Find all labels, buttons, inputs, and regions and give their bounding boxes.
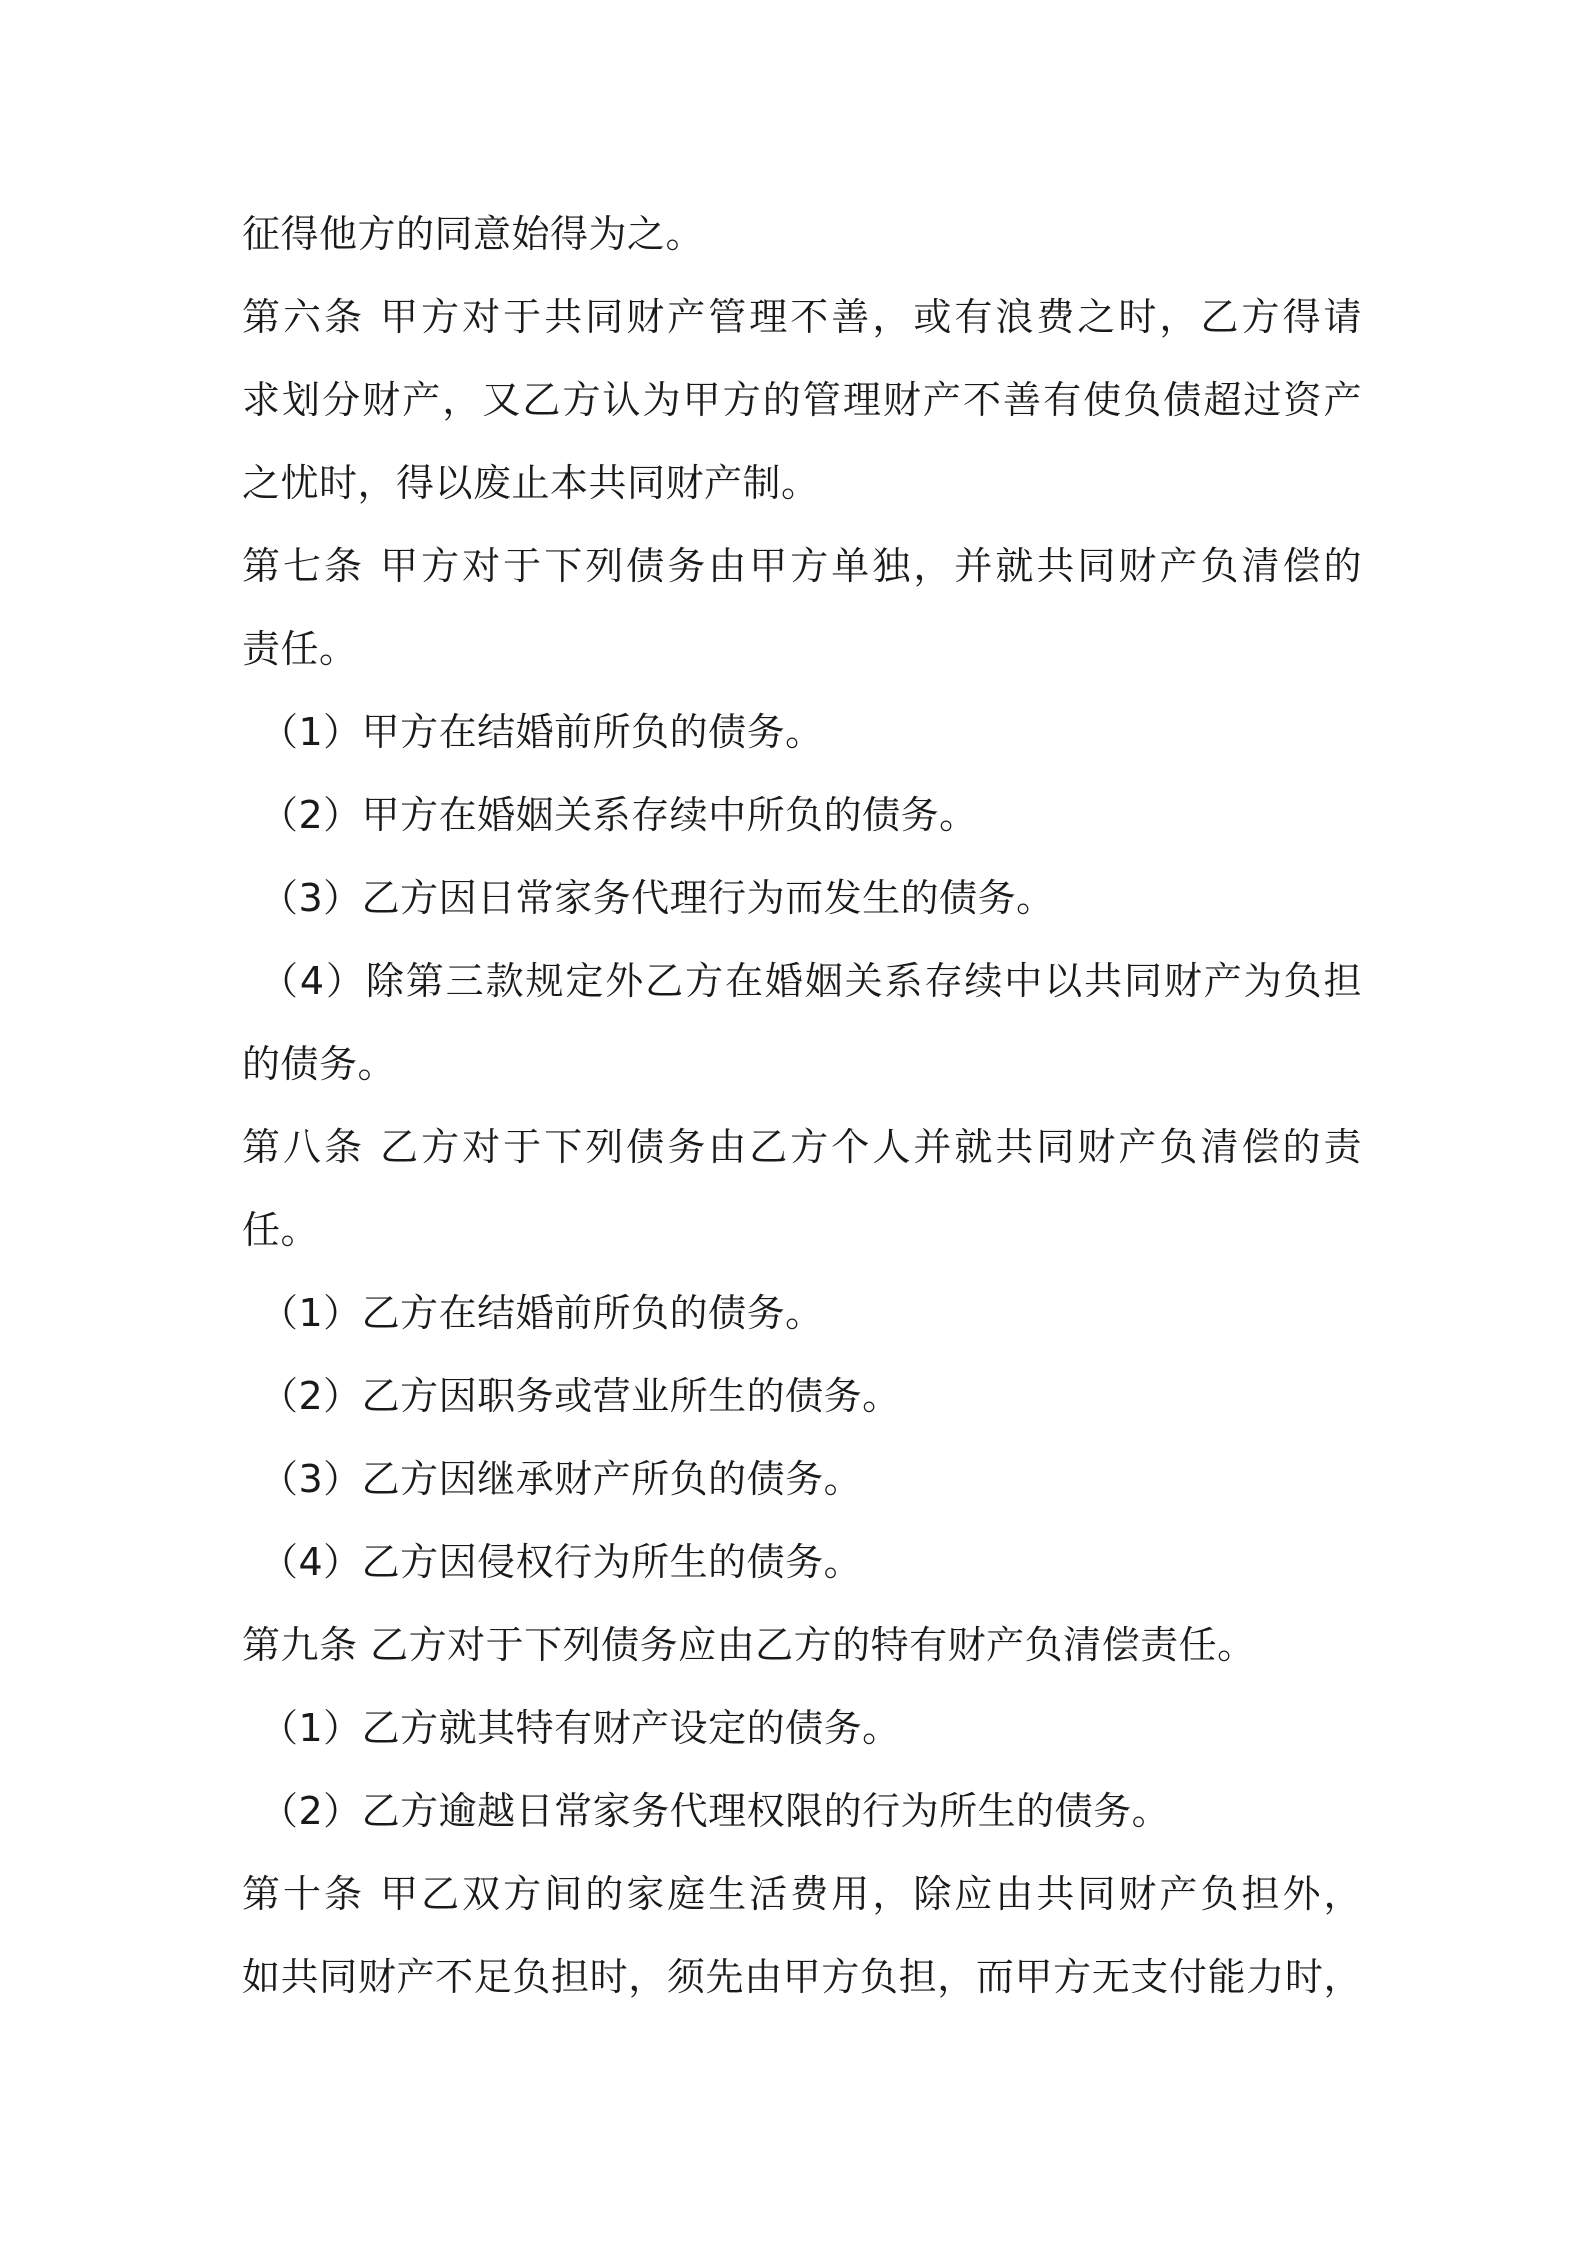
text-line: 求划分财产，又乙方认为甲方的管理财产不善有使负债超过资产	[242, 378, 1362, 422]
list-item: （2）乙方逾越日常家务代理权限的行为所生的债务。	[260, 1789, 1171, 1833]
document-body	[242, 193, 1362, 2019]
text-line: 的债务。	[242, 1042, 397, 1086]
list-item: （3）乙方因继承财产所负的债务。	[260, 1457, 863, 1501]
list-item: （2）甲方在婚姻关系存续中所负的债务。	[260, 793, 978, 837]
list-item: （4）乙方因侵权行为所生的债务。	[260, 1540, 863, 1584]
list-item: （3）乙方因日常家务代理行为而发生的债务。	[260, 876, 1055, 920]
text-line: 如共同财产不足负担时，须先由甲方负担，而甲方无支付能力时，	[242, 1955, 1362, 1999]
text-line: 征得他方的同意始得为之。	[242, 212, 705, 256]
article-6-heading-line: 第六条 甲方对于共同财产管理不善，或有浪费之时，乙方得请	[242, 295, 1362, 339]
article-8-heading-line: 第八条 乙方对于下列债务由乙方个人并就共同财产负清偿的责	[242, 1125, 1362, 1169]
text-line: 之忧时，得以废止本共同财产制。	[242, 461, 820, 505]
article-10-heading-line: 第十条 甲乙双方间的家庭生活费用，除应由共同财产负担外，	[242, 1872, 1362, 1916]
list-item: （1）乙方在结婚前所负的债务。	[260, 1291, 824, 1335]
list-item: （4）除第三款规定外乙方在婚姻关系存续中以共同财产为负担	[260, 959, 1362, 1003]
text-line: 责任。	[242, 627, 358, 671]
list-item: （2）乙方因职务或营业所生的债务。	[260, 1374, 901, 1418]
text-line: 任。	[242, 1208, 320, 1252]
list-item: （1）甲方在结婚前所负的债务。	[260, 710, 824, 754]
article-7-heading-line: 第七条 甲方对于下列债务由甲方单独，并就共同财产负清偿的	[242, 544, 1362, 588]
article-9-heading-line: 第九条 乙方对于下列债务应由乙方的特有财产负清偿责任。	[242, 1623, 1256, 1667]
list-item: （1）乙方就其特有财产设定的债务。	[260, 1706, 901, 1750]
